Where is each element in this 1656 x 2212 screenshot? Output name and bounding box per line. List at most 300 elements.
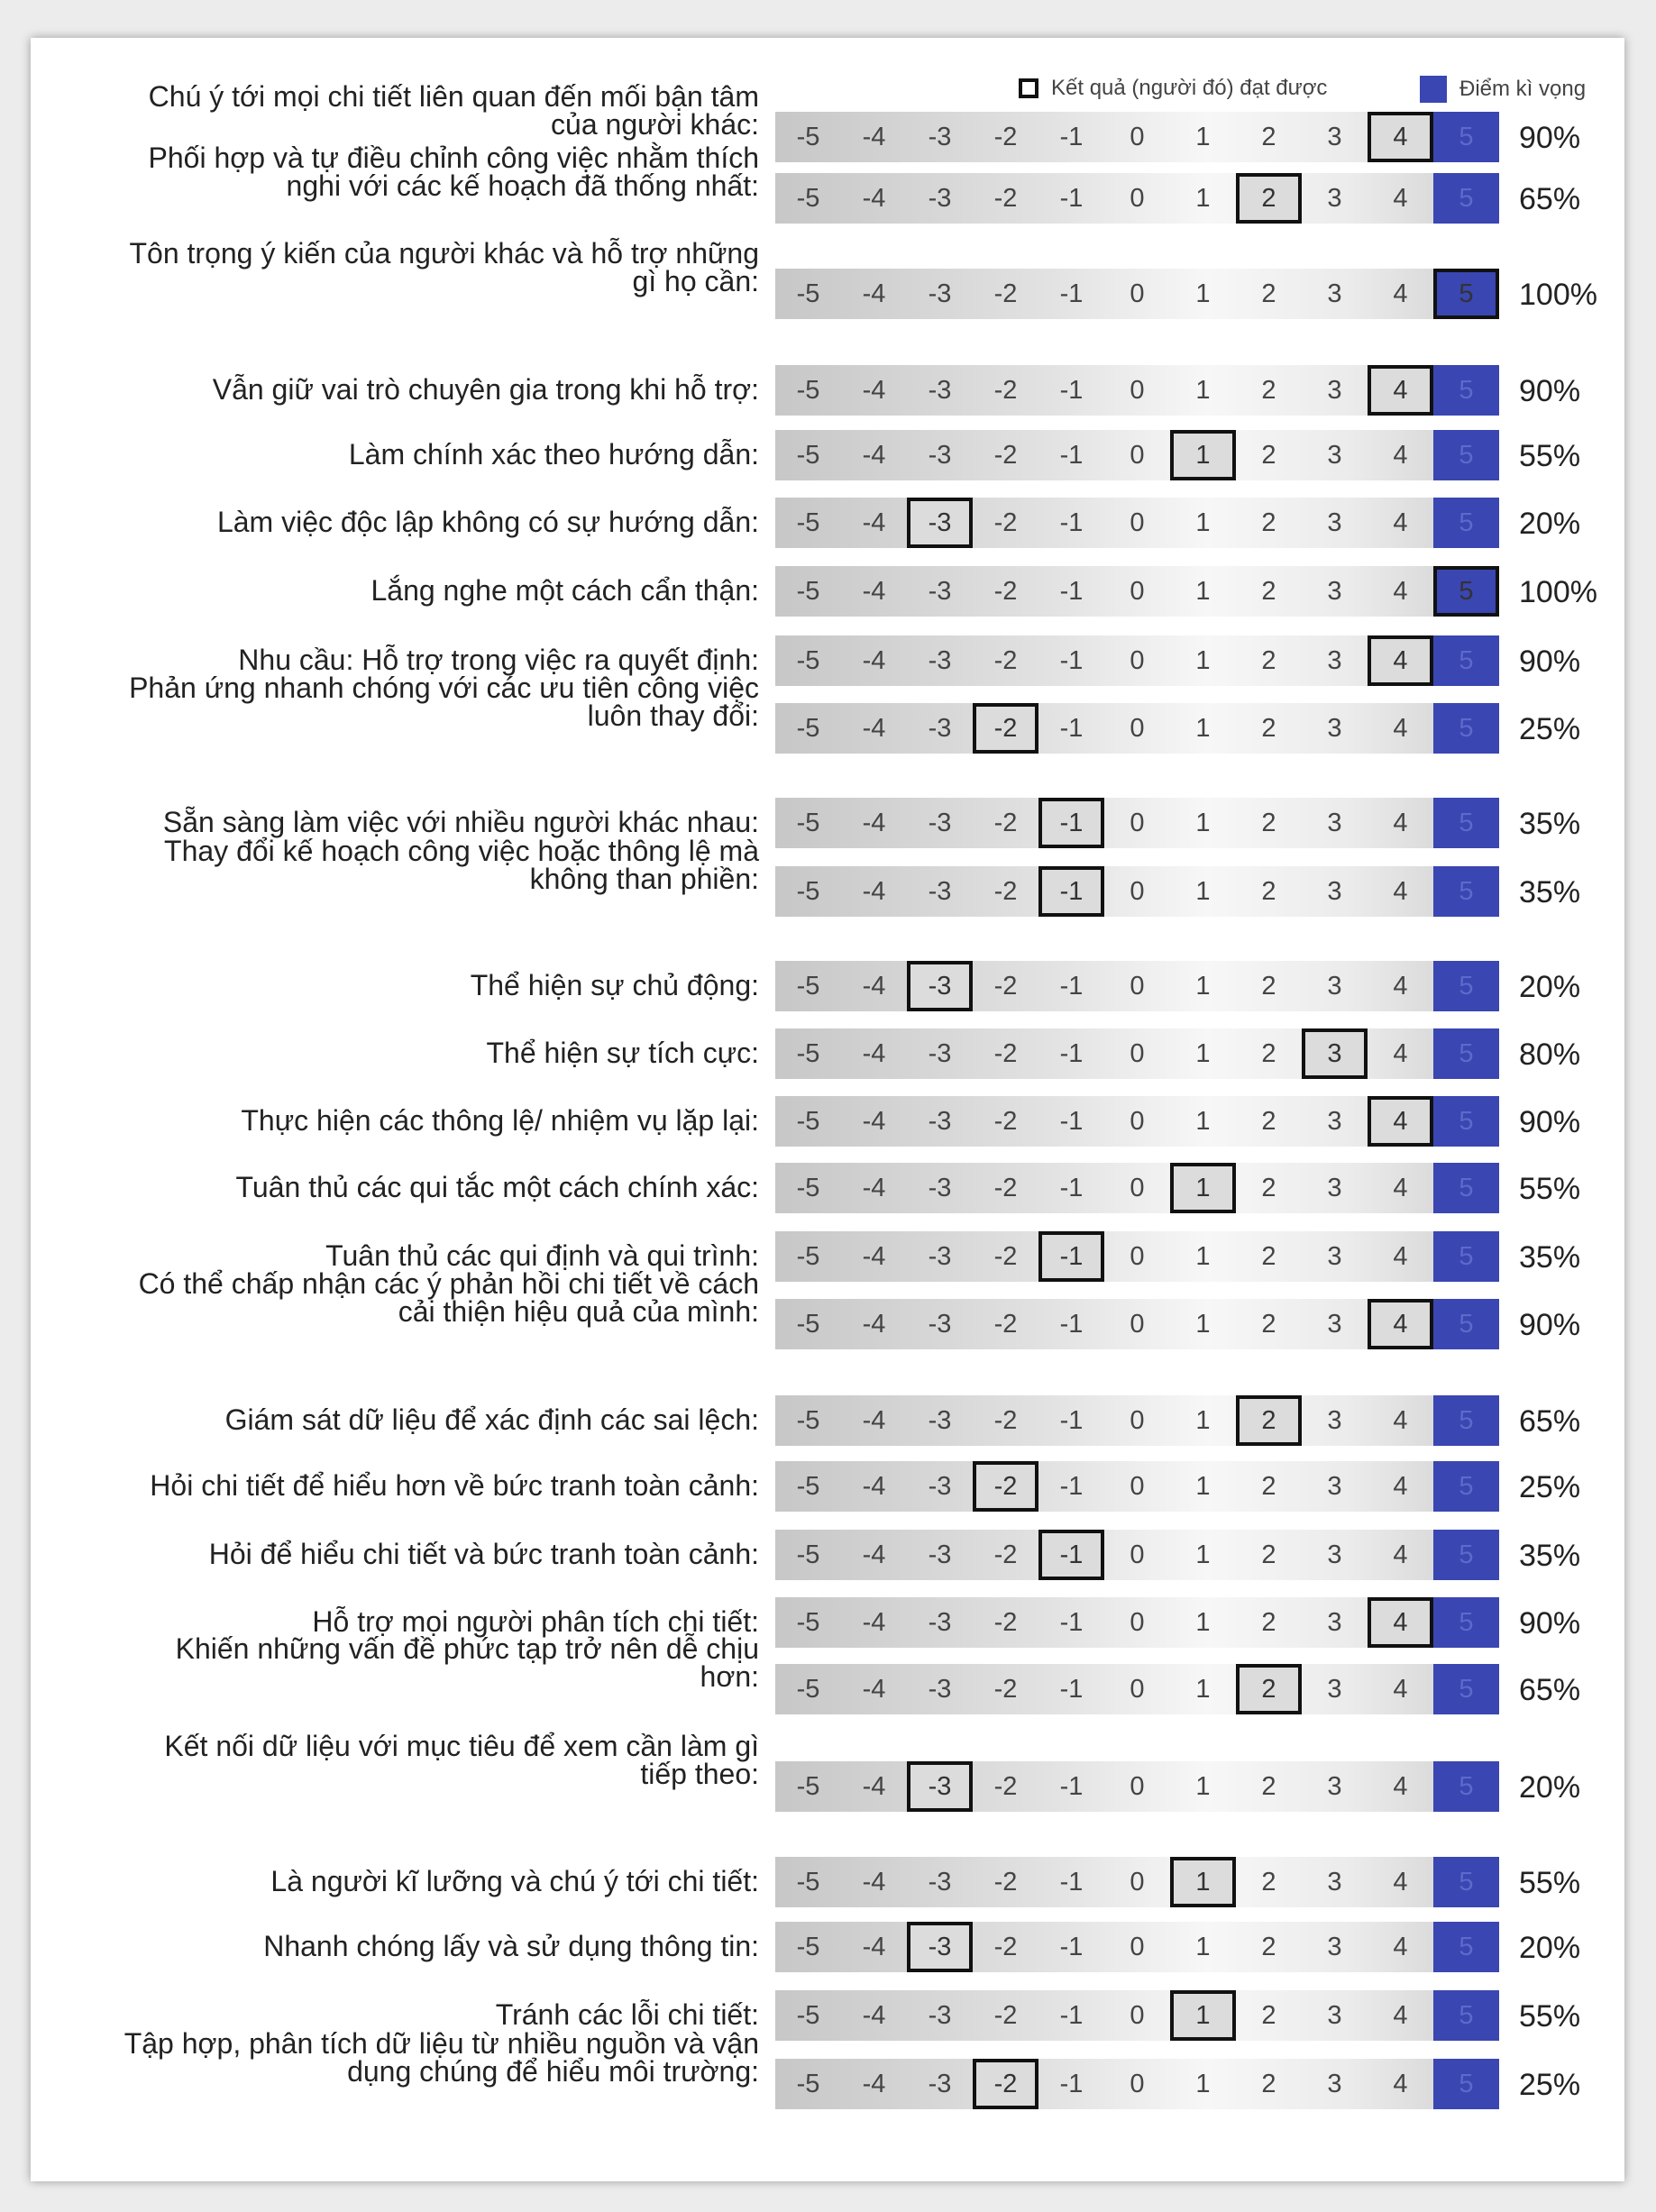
- scale-cell: -5: [796, 1471, 820, 1501]
- scale-cell: 4: [1393, 2000, 1408, 2030]
- scale-cell: -3: [928, 279, 952, 308]
- scale-cell: -2: [993, 375, 1018, 405]
- scale-cell: 0: [1130, 2000, 1145, 2030]
- rating-scale-track: [775, 1395, 1496, 1446]
- scale-cell: -3: [928, 876, 952, 906]
- scale-cell: 3: [1327, 1106, 1342, 1136]
- scale-cell: -1: [1059, 1173, 1084, 1202]
- scale-cell: 4: [1393, 1932, 1408, 1961]
- row-label: Làm việc độc lập không có sự hướng dẫn:: [216, 506, 759, 538]
- scale-cell: -2: [993, 122, 1018, 151]
- scale-cell: -5: [796, 440, 820, 470]
- scale-cell: 2: [1261, 2069, 1276, 2098]
- scale-cell: 1: [1195, 279, 1211, 308]
- scale-cell: -1: [1059, 1932, 1084, 1961]
- scale-cell: -4: [862, 576, 886, 606]
- scale-cell: 1: [1195, 1471, 1211, 1501]
- row-percent: 35%: [1519, 1539, 1581, 1573]
- row-label: Là người kĩ lưỡng và chú ý tới chi tiết:: [270, 1865, 759, 1897]
- achieved-score-cell: -2: [973, 703, 1038, 754]
- scale-cell: 1: [1195, 1932, 1211, 1961]
- row-percent: 90%: [1519, 121, 1581, 155]
- row-percent: 25%: [1519, 712, 1581, 746]
- scale-cell: -3: [928, 1173, 952, 1202]
- rating-scale-track: [775, 866, 1496, 917]
- scale-cell: 0: [1130, 1771, 1145, 1801]
- scale-cell: -4: [862, 1540, 886, 1569]
- scale-cell: 4: [1393, 808, 1408, 837]
- scale-cell: 4: [1393, 713, 1408, 743]
- row-label: Lắng nghe một cách cẩn thận:: [371, 574, 759, 607]
- scale-cell: 0: [1130, 1405, 1145, 1435]
- scale-cell: 0: [1130, 375, 1145, 405]
- scale-cell: -2: [993, 1867, 1018, 1897]
- scale-cell: 0: [1130, 122, 1145, 151]
- scale-cell: 1: [1195, 1607, 1211, 1637]
- scale-cell: -2: [993, 1309, 1018, 1339]
- scale-cell: 2: [1261, 713, 1276, 743]
- scale-cell: -5: [796, 1309, 820, 1339]
- scale-cell: -1: [1059, 183, 1084, 213]
- row-label: Có thể chấp nhận các ý phản hồi chi tiết về cách cải thiện hiệu quả của mình:: [138, 1267, 759, 1328]
- scale-cell: -1: [1059, 122, 1084, 151]
- rating-scale-track: [775, 1530, 1496, 1580]
- expected-score-cell: 5: [1433, 430, 1499, 480]
- achieved-score-cell: 2: [1236, 173, 1302, 224]
- scale-cell: -2: [993, 1106, 1018, 1136]
- achieved-score-cell: 4: [1368, 365, 1433, 416]
- expected-score-cell: 5: [1433, 866, 1499, 917]
- scale-cell: 1: [1195, 1540, 1211, 1569]
- scale-cell: -1: [1059, 1405, 1084, 1435]
- scale-cell: -4: [862, 1038, 886, 1068]
- scale-cell: 0: [1130, 1932, 1145, 1961]
- scale-cell: 4: [1393, 1038, 1408, 1068]
- achieved-score-cell: -1: [1038, 798, 1104, 848]
- scale-cell: 3: [1327, 440, 1342, 470]
- scale-cell: -2: [993, 440, 1018, 470]
- expected-score-cell: 5: [1433, 961, 1499, 1011]
- scale-cell: 1: [1195, 1106, 1211, 1136]
- row-label: Kết nối dữ liệu với mục tiêu để xem cần làm gì tiếp theo:: [164, 1730, 759, 1790]
- scale-cell: 0: [1130, 1674, 1145, 1704]
- row-percent: 55%: [1519, 1172, 1581, 1206]
- scale-cell: 1: [1195, 645, 1211, 675]
- row-percent: 55%: [1519, 439, 1581, 473]
- row-percent: 90%: [1519, 644, 1581, 679]
- scale-cell: -4: [862, 2000, 886, 2030]
- scale-cell: 3: [1327, 1674, 1342, 1704]
- scale-cell: 3: [1327, 1540, 1342, 1569]
- scale-cell: 4: [1393, 440, 1408, 470]
- scale-cell: -1: [1059, 375, 1084, 405]
- scale-cell: -5: [796, 1173, 820, 1202]
- scale-cell: 0: [1130, 876, 1145, 906]
- scale-cell: -3: [928, 1540, 952, 1569]
- scale-cell: 0: [1130, 971, 1145, 1001]
- scale-cell: -3: [928, 440, 952, 470]
- achieved-score-cell: 3: [1302, 1028, 1368, 1079]
- scale-cell: 2: [1261, 440, 1276, 470]
- scale-cell: -3: [928, 2069, 952, 2098]
- rating-scale-track: [775, 1461, 1496, 1512]
- achieved-expected-cell: 5: [1433, 566, 1499, 617]
- scale-cell: -5: [796, 375, 820, 405]
- row-percent: 25%: [1519, 2068, 1581, 2102]
- expected-score-cell: 5: [1433, 1857, 1499, 1907]
- scale-cell: 4: [1393, 1173, 1408, 1202]
- expected-score-cell: 5: [1433, 1461, 1499, 1512]
- scale-cell: 0: [1130, 183, 1145, 213]
- scale-cell: 0: [1130, 507, 1145, 537]
- achieved-score-cell: -3: [907, 1761, 973, 1812]
- row-label: Thay đổi kế hoạch công việc hoặc thông lệ mà không than phiền:: [164, 835, 759, 895]
- scale-cell: 0: [1130, 1038, 1145, 1068]
- scale-cell: 0: [1130, 576, 1145, 606]
- scale-cell: -4: [862, 713, 886, 743]
- expected-score-cell: 5: [1433, 1395, 1499, 1446]
- scale-cell: 0: [1130, 1471, 1145, 1501]
- scale-cell: 4: [1393, 971, 1408, 1001]
- scale-cell: 0: [1130, 1540, 1145, 1569]
- scale-cell: 3: [1327, 971, 1342, 1001]
- scale-cell: -4: [862, 1471, 886, 1501]
- row-percent: 20%: [1519, 970, 1581, 1004]
- achieved-score-cell: -2: [973, 1461, 1038, 1512]
- scale-cell: 1: [1195, 183, 1211, 213]
- scale-cell: 0: [1130, 713, 1145, 743]
- scale-cell: 3: [1327, 876, 1342, 906]
- row-percent: 55%: [1519, 1999, 1581, 2034]
- row-label: Hỏi chi tiết để hiểu hơn về bức tranh toàn cảnh:: [150, 1469, 759, 1502]
- row-label: Nhu cầu: Hỗ trợ trong việc ra quyết định:: [238, 644, 759, 676]
- scale-cell: 3: [1327, 2000, 1342, 2030]
- row-label: Vẫn giữ vai trò chuyên gia trong khi hỗ trợ:: [212, 373, 759, 406]
- scale-cell: -2: [993, 1932, 1018, 1961]
- expected-score-cell: 5: [1433, 703, 1499, 754]
- rating-scale-track: [775, 961, 1496, 1011]
- scale-cell: -5: [796, 2069, 820, 2098]
- scale-cell: -5: [796, 1771, 820, 1801]
- scale-cell: -3: [928, 808, 952, 837]
- scale-cell: -5: [796, 507, 820, 537]
- scale-cell: -4: [862, 1771, 886, 1801]
- achieved-score-cell: -1: [1038, 1231, 1104, 1282]
- scale-cell: -4: [862, 507, 886, 537]
- scale-cell: -5: [796, 183, 820, 213]
- scale-cell: 4: [1393, 1674, 1408, 1704]
- achieved-score-cell: 4: [1368, 635, 1433, 686]
- row-label: Hỏi để hiểu chi tiết và bức tranh toàn cảnh:: [208, 1538, 759, 1570]
- scale-cell: -5: [796, 1932, 820, 1961]
- row-label: Hỗ trợ mọi người phân tích chi tiết:: [312, 1605, 759, 1638]
- row-percent: 65%: [1519, 1404, 1581, 1439]
- row-percent: 35%: [1519, 807, 1581, 841]
- scale-cell: -1: [1059, 971, 1084, 1001]
- scale-cell: 0: [1130, 1241, 1145, 1271]
- expected-score-cell: 5: [1433, 1163, 1499, 1213]
- rating-scale-track: [775, 1857, 1496, 1907]
- scale-cell: 0: [1130, 808, 1145, 837]
- row-percent: 35%: [1519, 1240, 1581, 1275]
- expected-score-cell: 5: [1433, 1922, 1499, 1972]
- scale-cell: 0: [1130, 2069, 1145, 2098]
- scale-cell: -2: [993, 279, 1018, 308]
- scale-cell: -5: [796, 279, 820, 308]
- scale-cell: -2: [993, 576, 1018, 606]
- row-label: Giám sát dữ liệu để xác định các sai lệch:: [224, 1403, 759, 1436]
- scale-cell: -1: [1059, 1771, 1084, 1801]
- scale-cell: -2: [993, 1674, 1018, 1704]
- scale-cell: -2: [993, 1607, 1018, 1637]
- scale-cell: -3: [928, 1309, 952, 1339]
- scale-cell: 1: [1195, 971, 1211, 1001]
- scale-cell: 4: [1393, 1241, 1408, 1271]
- scale-cell: 2: [1261, 576, 1276, 606]
- row-percent: 25%: [1519, 1470, 1581, 1504]
- scale-cell: 3: [1327, 1309, 1342, 1339]
- scale-cell: -3: [928, 1038, 952, 1068]
- scale-cell: 3: [1327, 1932, 1342, 1961]
- scale-cell: 1: [1195, 808, 1211, 837]
- scale-cell: 4: [1393, 183, 1408, 213]
- scale-cell: -3: [928, 576, 952, 606]
- scale-cell: -4: [862, 1674, 886, 1704]
- scale-cell: -5: [796, 971, 820, 1001]
- scale-cell: -2: [993, 1038, 1018, 1068]
- scale-cell: -3: [928, 1106, 952, 1136]
- scale-cell: -4: [862, 1309, 886, 1339]
- expected-score-cell: 5: [1433, 1096, 1499, 1147]
- scale-cell: 2: [1261, 971, 1276, 1001]
- scale-cell: -4: [862, 971, 886, 1001]
- scale-cell: 1: [1195, 1674, 1211, 1704]
- scale-cell: 4: [1393, 1405, 1408, 1435]
- scale-cell: 4: [1393, 876, 1408, 906]
- row-label: Sẵn sàng làm việc với nhiều người khác nhau:: [162, 806, 759, 838]
- row-percent: 65%: [1519, 182, 1581, 216]
- scale-cell: -1: [1059, 1674, 1084, 1704]
- scale-cell: -2: [993, 507, 1018, 537]
- scale-cell: -5: [796, 1038, 820, 1068]
- rating-scale-track: [775, 430, 1496, 480]
- scale-cell: 3: [1327, 1771, 1342, 1801]
- scale-cell: 2: [1261, 1241, 1276, 1271]
- row-percent: 55%: [1519, 1866, 1581, 1900]
- achieved-score-cell: -3: [907, 498, 973, 548]
- scale-cell: -4: [862, 1241, 886, 1271]
- achieved-score-cell: 4: [1368, 1096, 1433, 1147]
- row-label: Tập hợp, phân tích dữ liệu từ nhiều nguồn và vận dụng chúng để hiểu môi trường:: [124, 2027, 759, 2088]
- scale-cell: -1: [1059, 2069, 1084, 2098]
- achieved-score-cell: 1: [1170, 1163, 1236, 1213]
- achieved-score-cell: 4: [1368, 1299, 1433, 1349]
- scale-cell: 2: [1261, 1540, 1276, 1569]
- scale-cell: 3: [1327, 1405, 1342, 1435]
- scale-cell: 0: [1130, 645, 1145, 675]
- scale-cell: 0: [1130, 1867, 1145, 1897]
- scale-cell: 3: [1327, 183, 1342, 213]
- scale-cell: 2: [1261, 645, 1276, 675]
- scale-cell: 3: [1327, 808, 1342, 837]
- scale-cell: 1: [1195, 1405, 1211, 1435]
- rating-scale-track: [775, 112, 1496, 162]
- scale-cell: -2: [993, 971, 1018, 1001]
- row-label: Tuân thủ các qui định và qui trình:: [325, 1239, 759, 1272]
- rating-scale-track: [775, 365, 1496, 416]
- row-label: Thể hiện sự tích cực:: [486, 1037, 759, 1069]
- scale-cell: 3: [1327, 2069, 1342, 2098]
- rating-scale-track: [775, 173, 1496, 224]
- scale-cell: -4: [862, 808, 886, 837]
- scale-cell: -5: [796, 1241, 820, 1271]
- row-percent: 90%: [1519, 1105, 1581, 1139]
- scale-cell: -4: [862, 183, 886, 213]
- scale-cell: -1: [1059, 1106, 1084, 1136]
- scale-cell: 2: [1261, 1173, 1276, 1202]
- scale-cell: -3: [928, 713, 952, 743]
- row-percent: 100%: [1519, 278, 1597, 312]
- scale-cell: -3: [928, 1607, 952, 1637]
- achieved-score-cell: 2: [1236, 1395, 1302, 1446]
- row-label: Chú ý tới mọi chi tiết liên quan đến mối bận tâm của người khác:: [148, 80, 759, 141]
- scale-cell: 0: [1130, 279, 1145, 308]
- scale-cell: 4: [1393, 2069, 1408, 2098]
- rating-scale-track: [775, 1990, 1496, 2041]
- scale-cell: -1: [1059, 1309, 1084, 1339]
- rating-scale-track: [775, 1761, 1496, 1812]
- achieved-score-cell: 4: [1368, 112, 1433, 162]
- scale-cell: -4: [862, 645, 886, 675]
- scale-cell: 1: [1195, 1241, 1211, 1271]
- scale-cell: -3: [928, 183, 952, 213]
- scale-cell: -2: [993, 645, 1018, 675]
- scale-cell: -2: [993, 876, 1018, 906]
- scale-cell: 4: [1393, 1471, 1408, 1501]
- scale-cell: -5: [796, 645, 820, 675]
- expected-score-cell: 5: [1433, 1299, 1499, 1349]
- scale-cell: 4: [1393, 507, 1408, 537]
- scale-cell: -5: [796, 1540, 820, 1569]
- scale-cell: 1: [1195, 1771, 1211, 1801]
- scale-cell: -4: [862, 440, 886, 470]
- scale-cell: -4: [862, 122, 886, 151]
- scale-cell: 4: [1393, 1867, 1408, 1897]
- scale-cell: -2: [993, 1173, 1018, 1202]
- expected-score-cell: 5: [1433, 112, 1499, 162]
- row-percent: 90%: [1519, 1308, 1581, 1342]
- scale-cell: 0: [1130, 1173, 1145, 1202]
- scale-cell: 3: [1327, 1607, 1342, 1637]
- scale-cell: 2: [1261, 1106, 1276, 1136]
- scale-cell: 2: [1261, 1309, 1276, 1339]
- scale-cell: 1: [1195, 375, 1211, 405]
- scale-cell: -1: [1059, 1607, 1084, 1637]
- scale-cell: 3: [1327, 713, 1342, 743]
- scale-cell: -1: [1059, 1038, 1084, 1068]
- scale-cell: -3: [928, 122, 952, 151]
- scale-cell: -5: [796, 1867, 820, 1897]
- scale-cell: 1: [1195, 576, 1211, 606]
- expected-score-cell: 5: [1433, 498, 1499, 548]
- row-percent: 35%: [1519, 875, 1581, 909]
- scale-cell: 0: [1130, 1106, 1145, 1136]
- achieved-score-cell: -2: [973, 2059, 1038, 2109]
- rating-scale-track: [775, 2059, 1496, 2109]
- scale-cell: -1: [1059, 507, 1084, 537]
- scale-cell: 1: [1195, 122, 1211, 151]
- scale-cell: 0: [1130, 1309, 1145, 1339]
- scale-cell: 2: [1261, 1932, 1276, 1961]
- legend-result-label: Kết quả (người đó) đạt được: [1051, 76, 1328, 100]
- scale-cell: -1: [1059, 2000, 1084, 2030]
- rating-scale-track: [775, 269, 1496, 319]
- row-label: Khiến những vấn đề phức tạp trở nên dễ chịu hơn:: [175, 1632, 759, 1693]
- row-label: Phối hợp và tự điều chỉnh công việc nhằm thích nghi với các kế hoạch đã thống nhất:: [148, 142, 759, 202]
- row-label: Thể hiện sự chủ động:: [470, 969, 759, 1001]
- scale-cell: -5: [796, 1607, 820, 1637]
- row-percent: 100%: [1519, 575, 1597, 609]
- scale-cell: -2: [993, 1405, 1018, 1435]
- rating-scale-track: [775, 498, 1496, 548]
- scale-cell: 4: [1393, 576, 1408, 606]
- rating-scale-track: [775, 1028, 1496, 1079]
- scale-cell: -5: [796, 1674, 820, 1704]
- scale-cell: 2: [1261, 876, 1276, 906]
- scale-cell: 3: [1327, 576, 1342, 606]
- scale-cell: 2: [1261, 2000, 1276, 2030]
- scale-cell: -4: [862, 1607, 886, 1637]
- row-percent: 90%: [1519, 374, 1581, 408]
- row-label: Tránh các lỗi chi tiết:: [495, 1998, 759, 2031]
- scale-cell: 1: [1195, 1038, 1211, 1068]
- achieved-score-cell: -1: [1038, 1530, 1104, 1580]
- scale-cell: 2: [1261, 122, 1276, 151]
- scale-cell: -4: [862, 1405, 886, 1435]
- scale-cell: -2: [993, 808, 1018, 837]
- scale-cell: 3: [1327, 1471, 1342, 1501]
- scale-cell: 0: [1130, 440, 1145, 470]
- scale-cell: 3: [1327, 1867, 1342, 1897]
- scale-cell: -1: [1059, 645, 1084, 675]
- scale-cell: 2: [1261, 808, 1276, 837]
- scale-cell: -5: [796, 576, 820, 606]
- scale-cell: -2: [993, 1540, 1018, 1569]
- scale-cell: -2: [993, 1241, 1018, 1271]
- scale-cell: -4: [862, 279, 886, 308]
- scale-cell: 3: [1327, 1241, 1342, 1271]
- scale-cell: -4: [862, 1173, 886, 1202]
- row-percent: 90%: [1519, 1606, 1581, 1641]
- scale-cell: -4: [862, 2069, 886, 2098]
- scale-cell: -1: [1059, 279, 1084, 308]
- expected-score-cell: 5: [1433, 1530, 1499, 1580]
- scale-cell: 1: [1195, 876, 1211, 906]
- expected-score-cell: 5: [1433, 1990, 1499, 2041]
- rating-scale-track: [775, 1299, 1496, 1349]
- expected-score-cell: 5: [1433, 365, 1499, 416]
- rating-scale-track: [775, 703, 1496, 754]
- achieved-score-cell: 4: [1368, 1597, 1433, 1648]
- expected-score-cell: 5: [1433, 1231, 1499, 1282]
- expected-score-cell: 5: [1433, 173, 1499, 224]
- scale-cell: -4: [862, 1106, 886, 1136]
- row-label: Tôn trọng ý kiến của người khác và hỗ trợ những gì họ cần:: [129, 237, 759, 297]
- scale-cell: 0: [1130, 1607, 1145, 1637]
- scale-cell: -3: [928, 1674, 952, 1704]
- achieved-score-cell: -1: [1038, 866, 1104, 917]
- scale-cell: 2: [1261, 1867, 1276, 1897]
